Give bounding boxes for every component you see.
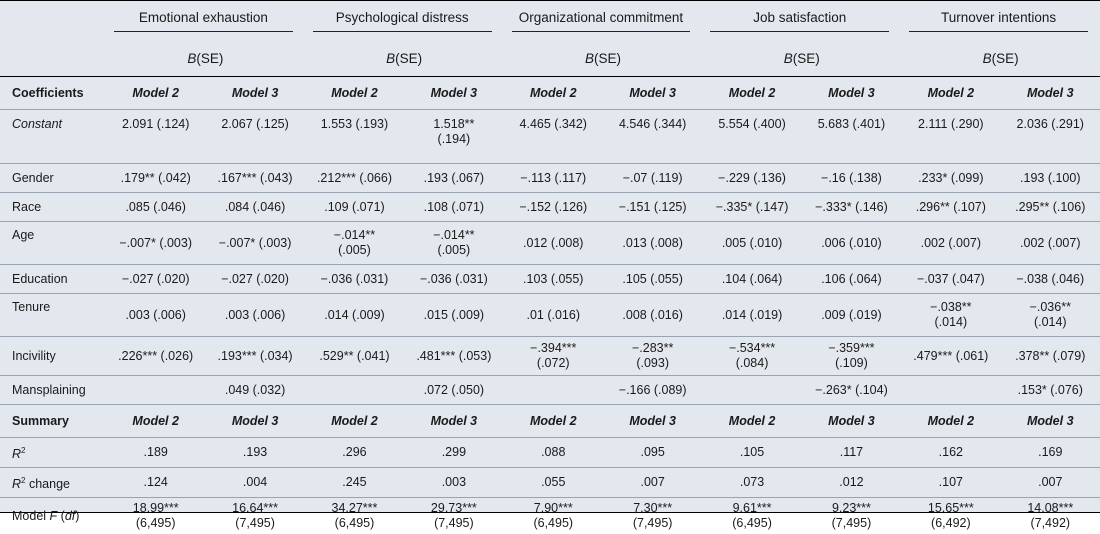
summary-header-row xyxy=(0,405,1100,438)
table-cell: .103 (.055) xyxy=(504,265,603,294)
group-label: Job satisfaction xyxy=(710,10,889,32)
table-cell: −.16 (.138) xyxy=(802,164,901,193)
table-cell: 1.518** (.194) xyxy=(404,110,503,164)
table-cell: .014 (.009) xyxy=(305,294,404,337)
model-header: Model 2 xyxy=(305,405,404,438)
model-header: Model 3 xyxy=(1001,77,1100,110)
table-cell: 2.067 (.125) xyxy=(205,110,304,164)
table-row xyxy=(0,468,1100,498)
table-cell: −.07 (.119) xyxy=(603,164,702,193)
table-cell: .007 xyxy=(1001,468,1100,498)
row-label: Mansplaining xyxy=(0,376,106,405)
table-cell: −.007* (.003) xyxy=(106,222,205,265)
table-row xyxy=(0,193,1100,222)
table-cell: −.027 (.020) xyxy=(106,265,205,294)
group-label: Psychological distress xyxy=(313,10,492,32)
table-cell: .008 (.016) xyxy=(603,294,702,337)
model-header: Model 3 xyxy=(802,405,901,438)
coefficients-header-row xyxy=(0,77,1100,110)
table-cell: 29.73*** (7,495) xyxy=(404,498,503,534)
table-cell xyxy=(504,376,603,405)
corner-cell xyxy=(0,1,106,40)
row-label: $R^2$ xyxy=(0,438,106,468)
table-cell: −.027 (.020) xyxy=(205,265,304,294)
model-header: Model 2 xyxy=(901,405,1000,438)
table-cell: .107 xyxy=(901,468,1000,498)
group-header-row xyxy=(0,1,1100,40)
table-cell: .245 xyxy=(305,468,404,498)
se-symbol: (SE) xyxy=(196,51,223,66)
table-cell: 34.27*** (6,495) xyxy=(305,498,404,534)
table-cell: .002 (.007) xyxy=(1001,222,1100,265)
row-label: Incivility xyxy=(0,337,106,376)
table-cell: .117 xyxy=(802,438,901,468)
model-header: Model 3 xyxy=(802,77,901,110)
group-header xyxy=(504,1,703,40)
table-row xyxy=(0,164,1100,193)
table-cell: .233* (.099) xyxy=(901,164,1000,193)
row-label: Model F (df) xyxy=(0,498,106,534)
table-cell: .005 (.010) xyxy=(702,222,801,265)
bse-label xyxy=(702,40,901,77)
table-cell: .193 xyxy=(205,438,304,468)
row-label: Education xyxy=(0,265,106,294)
model-header: Model 2 xyxy=(702,405,801,438)
table-cell: .088 xyxy=(504,438,603,468)
group-header xyxy=(305,1,504,40)
table-cell: −.037 (.047) xyxy=(901,265,1000,294)
table-row xyxy=(0,498,1100,534)
table-cell: .193*** (.034) xyxy=(205,337,304,376)
se-symbol: (SE) xyxy=(395,51,422,66)
table-cell: .226*** (.026) xyxy=(106,337,205,376)
se-symbol: (SE) xyxy=(793,51,820,66)
model-header: Model 2 xyxy=(504,77,603,110)
table-cell: 9.23*** (7,495) xyxy=(802,498,901,534)
table-cell: .105 xyxy=(702,438,801,468)
bse-label xyxy=(901,40,1100,77)
model-header: Model 3 xyxy=(205,77,304,110)
b-symbol: B xyxy=(784,51,793,66)
section-label: Summary xyxy=(0,405,106,438)
table-cell: .296 xyxy=(305,438,404,468)
group-header xyxy=(106,1,305,40)
table-cell: .109 (.071) xyxy=(305,193,404,222)
section-label: Coefficients xyxy=(0,77,106,110)
table-cell: .212*** (.066) xyxy=(305,164,404,193)
bse-label xyxy=(305,40,504,77)
table-cell: .004 xyxy=(205,468,304,498)
table-cell: .084 (.046) xyxy=(205,193,304,222)
table-cell: .529** (.041) xyxy=(305,337,404,376)
table-cell: .162 xyxy=(901,438,1000,468)
group-label: Turnover intentions xyxy=(909,10,1088,32)
b-symbol: B xyxy=(187,51,196,66)
table-cell: .106 (.064) xyxy=(802,265,901,294)
table-cell: −.007* (.003) xyxy=(205,222,304,265)
model-header: Model 2 xyxy=(106,405,205,438)
table-cell: .009 (.019) xyxy=(802,294,901,337)
table-cell: −.335* (.147) xyxy=(702,193,801,222)
table-cell: .055 xyxy=(504,468,603,498)
table-cell: .095 xyxy=(603,438,702,468)
table-cell: .014 (.019) xyxy=(702,294,801,337)
table-cell: 4.546 (.344) xyxy=(603,110,702,164)
table-cell: 18.99*** (6,495) xyxy=(106,498,205,534)
table-cell: .01 (.016) xyxy=(504,294,603,337)
table-cell: −.229 (.136) xyxy=(702,164,801,193)
table-cell: .124 xyxy=(106,468,205,498)
b-symbol: B xyxy=(983,51,992,66)
table-cell: .296** (.107) xyxy=(901,193,1000,222)
table-cell: .085 (.046) xyxy=(106,193,205,222)
table-row xyxy=(0,294,1100,337)
group-label: Organizational commitment xyxy=(512,10,691,32)
group-header xyxy=(901,1,1100,40)
table-cell: −.166 (.089) xyxy=(603,376,702,405)
table-cell: .169 xyxy=(1001,438,1100,468)
table-cell: 9.61*** (6,495) xyxy=(702,498,801,534)
table-cell: 4.465 (.342) xyxy=(504,110,603,164)
table-cell: .012 xyxy=(802,468,901,498)
b-symbol: B xyxy=(386,51,395,66)
table-row xyxy=(0,438,1100,468)
table-cell: .007 xyxy=(603,468,702,498)
table-cell: 2.091 (.124) xyxy=(106,110,205,164)
table-cell: .049 (.032) xyxy=(205,376,304,405)
table-cell: .481*** (.053) xyxy=(404,337,503,376)
table-cell: −.014** (.005) xyxy=(305,222,404,265)
table-cell: 15.65*** (6,492) xyxy=(901,498,1000,534)
table-row xyxy=(0,222,1100,265)
table-cell: −.263* (.104) xyxy=(802,376,901,405)
row-label: Age xyxy=(0,222,106,265)
table-cell: −.036** (.014) xyxy=(1001,294,1100,337)
table-cell: 5.554 (.400) xyxy=(702,110,801,164)
table-cell: 7.30*** (7,495) xyxy=(603,498,702,534)
table-cell xyxy=(702,376,801,405)
table-cell: −.151 (.125) xyxy=(603,193,702,222)
table-cell: .153* (.076) xyxy=(1001,376,1100,405)
table-row xyxy=(0,337,1100,376)
table-cell: .295** (.106) xyxy=(1001,193,1100,222)
table-cell: .179** (.042) xyxy=(106,164,205,193)
model-header: Model 3 xyxy=(205,405,304,438)
row-label: Gender xyxy=(0,164,106,193)
row-label: Race xyxy=(0,193,106,222)
table-cell: −.038** (.014) xyxy=(901,294,1000,337)
table-cell: .002 (.007) xyxy=(901,222,1000,265)
table-cell: .006 (.010) xyxy=(802,222,901,265)
model-header: Model 2 xyxy=(305,77,404,110)
table-cell: 14.08*** (7,492) xyxy=(1001,498,1100,534)
model-header: Model 2 xyxy=(702,77,801,110)
table-cell: 16.64*** (7,495) xyxy=(205,498,304,534)
model-header: Model 3 xyxy=(404,405,503,438)
table-cell: .003 xyxy=(404,468,503,498)
se-symbol: (SE) xyxy=(992,51,1019,66)
table-cell: .479*** (.061) xyxy=(901,337,1000,376)
table-row xyxy=(0,376,1100,405)
table-cell: .003 (.006) xyxy=(106,294,205,337)
group-header xyxy=(702,1,901,40)
table-cell: .189 xyxy=(106,438,205,468)
table-cell xyxy=(901,376,1000,405)
bse-row xyxy=(0,40,1100,77)
results-table xyxy=(0,1,1100,534)
table-cell: .012 (.008) xyxy=(504,222,603,265)
row-label: $R^2$ change xyxy=(0,468,106,498)
table-cell: 2.111 (.290) xyxy=(901,110,1000,164)
bse-label xyxy=(504,40,703,77)
table-cell: −.359*** (.109) xyxy=(802,337,901,376)
table-cell: .015 (.009) xyxy=(404,294,503,337)
table-row xyxy=(0,110,1100,164)
table-cell: −.014** (.005) xyxy=(404,222,503,265)
model-header: Model 3 xyxy=(603,405,702,438)
model-header: Model 3 xyxy=(1001,405,1100,438)
row-label: Constant xyxy=(0,110,106,164)
model-header: Model 2 xyxy=(106,77,205,110)
table-cell: 2.036 (.291) xyxy=(1001,110,1100,164)
table-cell: .105 (.055) xyxy=(603,265,702,294)
group-label: Emotional exhaustion xyxy=(114,10,293,32)
table-cell: −.333* (.146) xyxy=(802,193,901,222)
model-header: Model 2 xyxy=(901,77,1000,110)
table-cell: .378** (.079) xyxy=(1001,337,1100,376)
se-symbol: (SE) xyxy=(594,51,621,66)
table-cell: −.534*** (.084) xyxy=(702,337,801,376)
table-row xyxy=(0,265,1100,294)
table-cell: −.113 (.117) xyxy=(504,164,603,193)
table-cell: 1.553 (.193) xyxy=(305,110,404,164)
table-cell: −.394*** (.072) xyxy=(504,337,603,376)
b-symbol: B xyxy=(585,51,594,66)
table-cell: .299 xyxy=(404,438,503,468)
table-cell: 5.683 (.401) xyxy=(802,110,901,164)
table-cell: .167*** (.043) xyxy=(205,164,304,193)
model-header: Model 2 xyxy=(504,405,603,438)
table-cell xyxy=(106,376,205,405)
table-cell: −.038 (.046) xyxy=(1001,265,1100,294)
table-cell: −.283** (.093) xyxy=(603,337,702,376)
table-cell: .013 (.008) xyxy=(603,222,702,265)
table-cell: 7.90*** (6,495) xyxy=(504,498,603,534)
table-cell: .073 xyxy=(702,468,801,498)
bse-label xyxy=(106,40,305,77)
table-cell: −.036 (.031) xyxy=(404,265,503,294)
table-cell: .193 (.067) xyxy=(404,164,503,193)
table-cell: .193 (.100) xyxy=(1001,164,1100,193)
table-cell: −.036 (.031) xyxy=(305,265,404,294)
model-header: Model 3 xyxy=(603,77,702,110)
table-cell: .072 (.050) xyxy=(404,376,503,405)
table-cell: −.152 (.126) xyxy=(504,193,603,222)
table-cell xyxy=(305,376,404,405)
table-cell: .104 (.064) xyxy=(702,265,801,294)
table-cell: .108 (.071) xyxy=(404,193,503,222)
model-header: Model 3 xyxy=(404,77,503,110)
row-label: Tenure xyxy=(0,294,106,337)
table-cell: .003 (.006) xyxy=(205,294,304,337)
corner-cell xyxy=(0,40,106,77)
